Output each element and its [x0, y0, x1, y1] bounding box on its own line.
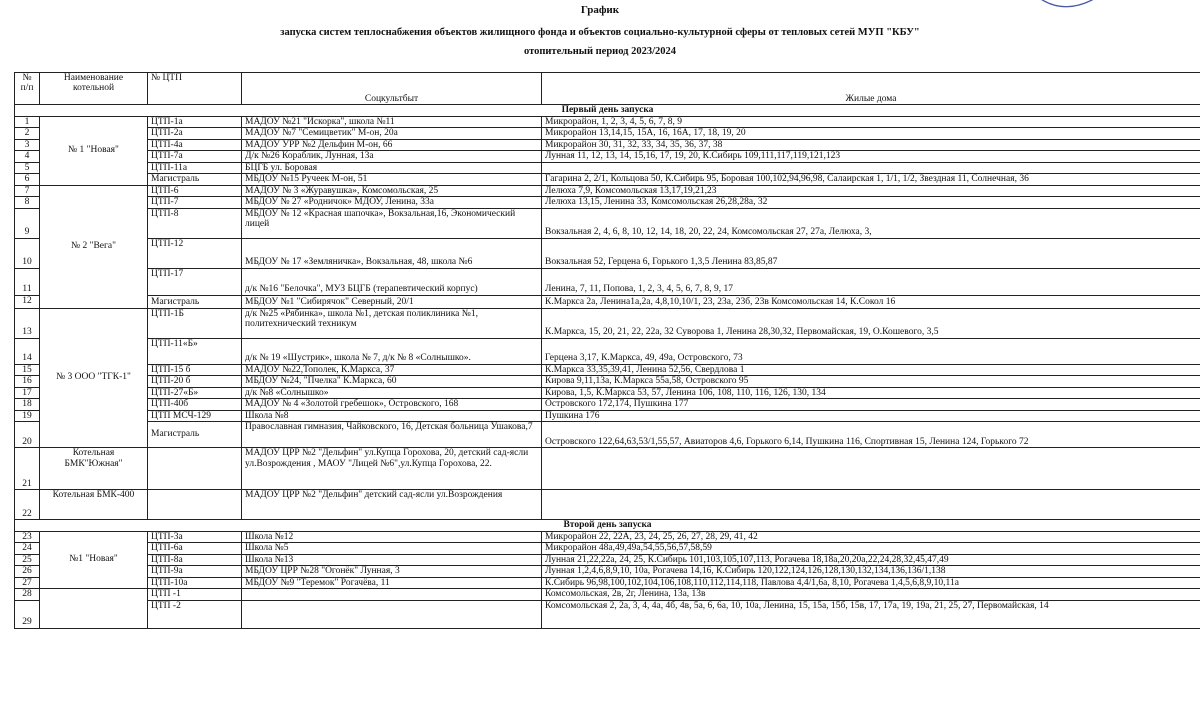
- table-row: [15, 139, 1200, 151]
- schedule-table: [14, 72, 1200, 629]
- row-number: 29: [15, 600, 40, 628]
- social-cell: МБДОУ № 12 «Красная шапочка», Вокзальная,16, Экономический лицей: [242, 208, 542, 238]
- housing-cell: Микрорайон 30, 31, 32, 33, 34, 35, 36, 37, 38: [542, 139, 1200, 151]
- col-header-housing: Жилые дома: [542, 73, 1200, 105]
- ctp-cell: [148, 490, 242, 520]
- ctp-cell: ЦТП-8: [148, 208, 242, 238]
- row-number: 7: [15, 185, 40, 197]
- table-header-row: [15, 73, 1200, 105]
- housing-cell: [542, 490, 1200, 520]
- document-title: График: [580, 4, 620, 16]
- housing-cell: Лелюха 13,15, Ленина 33, Комсомольская 26,28,28а, 32: [542, 197, 1200, 209]
- ctp-cell: ЦТП-3а: [148, 531, 242, 543]
- social-cell: д/к №16 "Белочка", МУЗ БЦГБ (терапевтический корпус): [242, 268, 542, 295]
- ctp-cell: ЦТП-27«Б»: [148, 387, 242, 399]
- boiler-name: Котельная БМК-400: [40, 490, 148, 520]
- table-row: [15, 268, 1200, 295]
- housing-cell: Герцена 3,17, К.Маркса, 49, 49а, Островского, 73: [542, 338, 1200, 364]
- ctp-cell: ЦТП-8а: [148, 554, 242, 566]
- social-cell: Школа №5: [242, 543, 542, 555]
- row-number: 3: [15, 139, 40, 151]
- section-title-second-day: Второй день запуска: [15, 520, 1200, 532]
- table-row: [15, 238, 1200, 268]
- social-cell: [242, 600, 542, 628]
- col-header-social: Соцкультбыт: [242, 73, 542, 105]
- table-row: [15, 490, 1200, 520]
- row-number: 17: [15, 387, 40, 399]
- housing-cell: Ленина, 7, 11, Попова, 1, 2, 3, 4, 5, 6, 7, 8, 9, 17: [542, 268, 1200, 295]
- social-cell: МБДОУ № 17 «Земляничка», Вокзальная, 48, школа №6: [242, 238, 542, 268]
- row-number: 27: [15, 577, 40, 589]
- table-row: [15, 116, 1200, 128]
- boiler-name: №1 "Новая": [40, 531, 148, 589]
- row-number: 19: [15, 410, 40, 422]
- social-cell: д/к № 19 «Шустрик», школа № 7, д/к № 8 «Солнышко».: [242, 338, 542, 364]
- row-number: 4: [15, 151, 40, 163]
- table-row: [15, 577, 1200, 589]
- ctp-cell: ЦТП-15 б: [148, 364, 242, 376]
- ctp-cell: ЦТП -2: [148, 600, 242, 628]
- row-number: 16: [15, 376, 40, 388]
- table-row: [15, 376, 1200, 388]
- housing-cell: Комсомольская, 2в, 2г, Ленина, 13а, 13в: [542, 589, 1200, 601]
- row-number: 28: [15, 589, 40, 601]
- boiler-name: № 1 "Новая": [40, 116, 148, 185]
- social-cell: МБДОУ №1 "Сибирячок" Северный, 20/1: [242, 295, 542, 308]
- housing-cell: [542, 448, 1200, 490]
- ctp-cell: ЦТП-6а: [148, 543, 242, 555]
- social-cell: МАДОУ УРР №2 Дельфин М-он, 66: [242, 139, 542, 151]
- housing-cell: К.Маркса, 15, 20, 21, 22, 22а, 32 Суворова 1, Ленина 28,30,32, Первомайская, 19, О.Кошевого, 3,5: [542, 308, 1200, 338]
- ctp-cell: ЦТП-7: [148, 197, 242, 209]
- row-number: 23: [15, 531, 40, 543]
- housing-cell: Микрорайон 22, 22А, 23, 24, 25, 26, 27, 28, 29, 41, 42: [542, 531, 1200, 543]
- ctp-cell: ЦТП-1Б: [148, 308, 242, 338]
- row-number: 10: [15, 238, 40, 268]
- housing-cell: Микрорайон, 1, 2, 3, 4, 5, 6, 7, 8, 9: [542, 116, 1200, 128]
- col-header-ctp: № ЦТП: [148, 73, 242, 105]
- row-number: 2: [15, 128, 40, 140]
- housing-cell: Пушкина 176: [542, 410, 1200, 422]
- ctp-cell: ЦТП-20 б: [148, 376, 242, 388]
- boiler-name: Котельная БМК"Южная": [40, 448, 148, 490]
- social-cell: МАДОУ ЦРР №2 "Дельфин" ул.Купца Горохова, 20, детский сад-ясли ул.Возрождения , МАОУ "Лицей №6",ул.Купца Горохова, 22.: [242, 448, 542, 490]
- ctp-cell: Магистраль: [148, 295, 242, 308]
- housing-cell: К.Маркса 33,35,39,41, Ленина 52,56, Свердлова 1: [542, 364, 1200, 376]
- housing-cell: Лунная 1,2,4,6,8,9,10, 10а, Рогачева 14,16, К.Сибирь 120,122,124,126,128,130,132,134,136,136/1,138: [542, 566, 1200, 578]
- housing-cell: Лелюха 7,9, Комсомольская 13,17,19,21,23: [542, 185, 1200, 197]
- ctp-cell: ЦТП-2а: [148, 128, 242, 140]
- ctp-cell: ЦТП-12: [148, 238, 242, 268]
- social-cell: Школа №8: [242, 410, 542, 422]
- table-row: [15, 589, 1200, 601]
- ctp-cell: Магистраль: [148, 174, 242, 186]
- ctp-cell: ЦТП-40б: [148, 399, 242, 411]
- ctp-cell: ЦТП-1а: [148, 116, 242, 128]
- boiler-name-empty: [40, 589, 148, 629]
- row-number: 26: [15, 566, 40, 578]
- table-row: [15, 208, 1200, 238]
- table-row: [15, 308, 1200, 338]
- boiler-name: № 2 "Вега": [40, 185, 148, 308]
- ctp-cell: ЦТП-11а: [148, 162, 242, 174]
- row-number: 20: [15, 422, 40, 448]
- table-row: [15, 151, 1200, 163]
- housing-cell: К.Маркса 2а, Ленина1а,2а, 4,8,10,10/1, 23, 23а, 23б, 23в Комсомольская 14, К.Сокол 16: [542, 295, 1200, 308]
- col-header-num: № п/п: [15, 73, 40, 105]
- social-cell: Православная гимназия, Чайковского, 16, Детская больница Ушакова,7: [242, 422, 542, 448]
- row-number: 21: [15, 448, 40, 490]
- row-number: 18: [15, 399, 40, 411]
- row-number: 22: [15, 490, 40, 520]
- row-number: 15: [15, 364, 40, 376]
- housing-cell: Лунная 21,22,22а, 24, 25, К.Сибирь 101,103,105,107,113, Рогачева 18,18а,20,20а,22,24,28,32,45,47,49: [542, 554, 1200, 566]
- ctp-cell: ЦТП-17: [148, 268, 242, 295]
- table-row: [15, 197, 1200, 209]
- table-row: [15, 338, 1200, 364]
- section-row: [15, 105, 1200, 117]
- table-row: [15, 174, 1200, 186]
- row-number: 9: [15, 208, 40, 238]
- ctp-cell: ЦТП-11«Б»: [148, 338, 242, 364]
- ctp-cell: ЦТП-10а: [148, 577, 242, 589]
- table-row: [15, 543, 1200, 555]
- row-number: 5: [15, 162, 40, 174]
- table-row: [15, 410, 1200, 422]
- row-number: 14: [15, 338, 40, 364]
- col-header-boiler: Наименование котельной: [40, 73, 148, 105]
- row-number: 1: [15, 116, 40, 128]
- table-row: [15, 128, 1200, 140]
- row-number: 24: [15, 543, 40, 555]
- housing-cell: Вокзальная 2, 4, 6, 8, 10, 12, 14, 18, 20, 22, 24, Комсомольская 27, 27а, Лелюха, 3,: [542, 208, 1200, 238]
- table-row: [15, 531, 1200, 543]
- housing-cell: Комсомольская 2, 2а, 3, 4, 4а, 4б, 4в, 5а, 6, 6а, 10, 10а, Ленина, 15, 15а, 15б, 15в, 17, 17а, 19, 19а, 21, 25, 27, Первомайская, 14: [542, 600, 1200, 628]
- table-row: [15, 295, 1200, 308]
- housing-cell: Гагарина 2, 2/1, Кольцова 50, К.Сибирь 95, Боровая 100,102,94,96,98, Салаирская 1, 1/1, 1/2, Звездная 11, Солнечная, 36: [542, 174, 1200, 186]
- row-number: 12: [15, 295, 40, 308]
- social-cell: Школа №12: [242, 531, 542, 543]
- social-cell: МАДОУ № 3 «Журавушка», Комсомольская, 25: [242, 185, 542, 197]
- table-row: [15, 364, 1200, 376]
- social-cell: МАДОУ №22,Тополек, К.Маркса, 37: [242, 364, 542, 376]
- housing-cell: Вокзальная 52, Герцена 6, Горького 1,3,5 Ленина 83,85,87: [542, 238, 1200, 268]
- social-cell: д/к №8 «Солнышко»: [242, 387, 542, 399]
- housing-cell: Микрорайон 13,14,15, 15А, 16, 16А, 17, 18, 19, 20: [542, 128, 1200, 140]
- social-cell: МБДОУ ЦРР №28 "Огонёк" Лунная, 3: [242, 566, 542, 578]
- table-row: [15, 399, 1200, 411]
- ctp-cell: ЦТП-6: [148, 185, 242, 197]
- table-row: [15, 162, 1200, 174]
- housing-cell: Островского 122,64,63,53/1,55,57, Авиаторов 4,6, Горького 6,14, Пушкина 116, Спортивная 15, Ленина 124, Горького 72: [542, 422, 1200, 448]
- heating-period: отопительный период 2023/2024: [523, 46, 677, 57]
- section-title-first-day: Первый день запуска: [15, 105, 1200, 117]
- ctp-cell: ЦТП -1: [148, 589, 242, 601]
- housing-cell: Кирова, 1,5, К.Маркса 53, 57, Ленина 106, 108, 110, 116, 126, 130, 134: [542, 387, 1200, 399]
- ctp-cell: ЦТП-9а: [148, 566, 242, 578]
- social-cell: Д/к №26 Кораблик, Лунная, 13а: [242, 151, 542, 163]
- social-cell: МБДОУ №24, "Пчелка" К.Маркса, 60: [242, 376, 542, 388]
- social-cell: МБДОУ № 27 «Родничок» МДОУ, Ленина, 33а: [242, 197, 542, 209]
- housing-cell: Кирова 9,11,13а, К.Маркса 55а,58, Островского 95: [542, 376, 1200, 388]
- boiler-name: № 3 ООО "ТГК-1": [40, 308, 148, 448]
- housing-cell: К.Сибирь 96,98,100,102,104,106,108,110,112,114,118, Павлова 4,4/1,6а, 8,10, Рогачева 1,4,5,6,8,9,10,11а: [542, 577, 1200, 589]
- table-row: [15, 422, 1200, 448]
- row-number: 13: [15, 308, 40, 338]
- table-row: [15, 185, 1200, 197]
- document-subtitle: запуска систем теплоснабжения объектов жилищного фонда и объектов социально-культурной сферы от тепловых сетей МУП "КБУ": [280, 27, 920, 38]
- ctp-cell: Магистраль: [148, 422, 242, 448]
- row-number: 8: [15, 197, 40, 209]
- housing-cell: Микрорайон 48а,49,49а,54,55,56,57,58,59: [542, 543, 1200, 555]
- ctp-cell: ЦТП МСЧ-129: [148, 410, 242, 422]
- social-cell: Школа №13: [242, 554, 542, 566]
- row-number: 25: [15, 554, 40, 566]
- table-row: [15, 554, 1200, 566]
- ctp-cell: ЦТП-7а: [148, 151, 242, 163]
- ctp-cell: [148, 448, 242, 490]
- social-cell: БЦГБ ул. Боровая: [242, 162, 542, 174]
- row-number: 11: [15, 268, 40, 295]
- social-cell: МАДОУ №7 "Семицветик" М-он, 20а: [242, 128, 542, 140]
- social-cell: [242, 589, 542, 601]
- table-row: [15, 600, 1200, 628]
- section-row: [15, 520, 1200, 532]
- row-number: 6: [15, 174, 40, 186]
- housing-cell: Лунная 11, 12, 13, 14, 15,16, 17, 19, 20, К.Сибирь 109,111,117,119,121,123: [542, 151, 1200, 163]
- signature-mark: [1030, 0, 1110, 14]
- table-row: [15, 448, 1200, 490]
- social-cell: МБДОУ №9 "Теремок" Рогачёва, 11: [242, 577, 542, 589]
- table-row: [15, 387, 1200, 399]
- housing-cell: [542, 162, 1200, 174]
- ctp-cell: ЦТП-4а: [148, 139, 242, 151]
- social-cell: МАДОУ № 4 «Золотой гребешок», Островского, 168: [242, 399, 542, 411]
- social-cell: д/к №25 «Рябинка», школа №1, детская поликлиника №1, политехнический техникум: [242, 308, 542, 338]
- social-cell: МБДОУ №15 Ручеек М-он, 51: [242, 174, 542, 186]
- social-cell: МАДОУ ЦРР №2 "Дельфин" детский сад-ясли ул.Возрождения: [242, 490, 542, 520]
- table-row: [15, 566, 1200, 578]
- housing-cell: Островского 172,174, Пушкина 177: [542, 399, 1200, 411]
- social-cell: МАДОУ №21 "Искорка", школа №11: [242, 116, 542, 128]
